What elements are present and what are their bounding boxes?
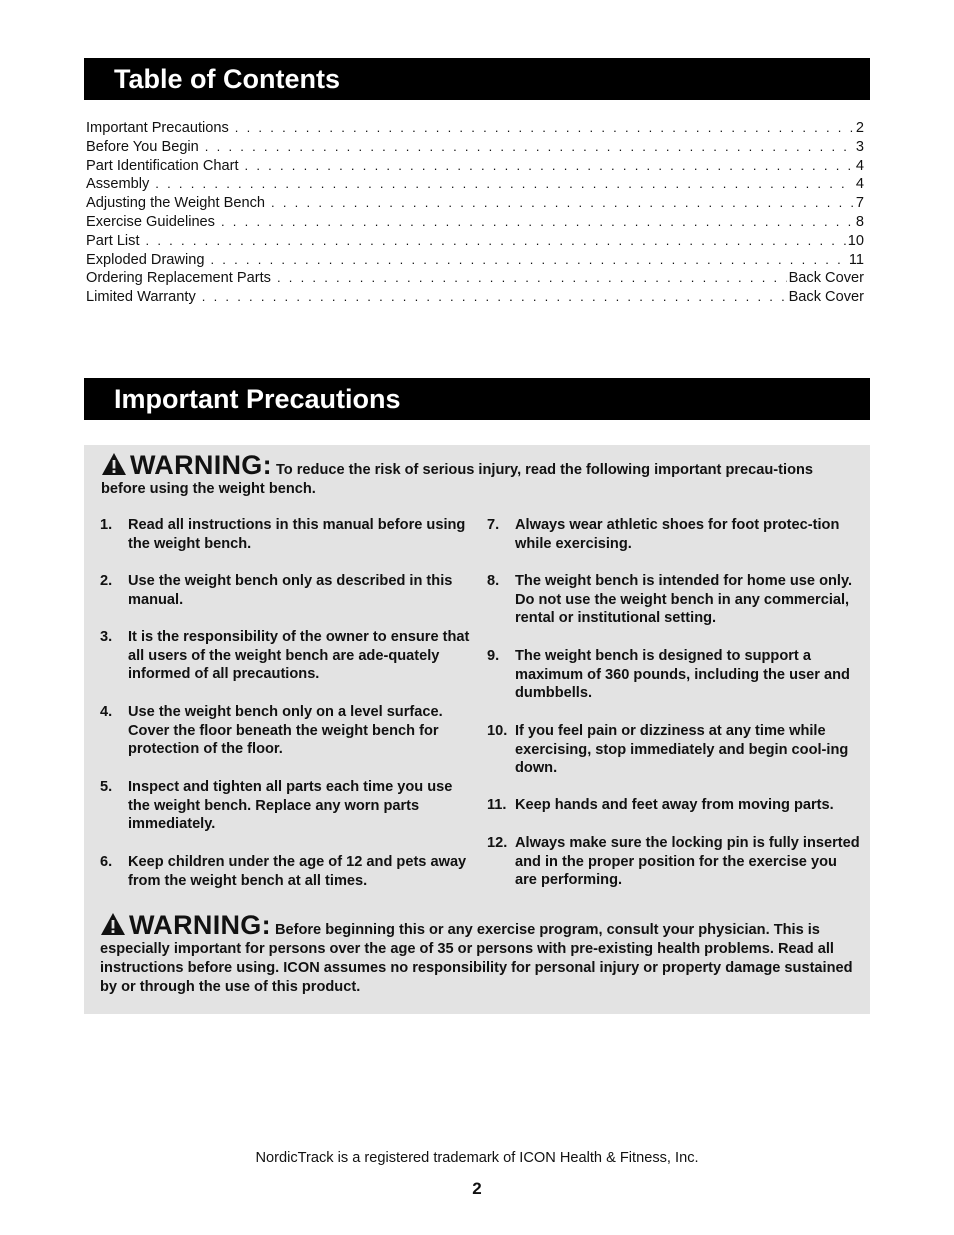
- toc-entry[interactable]: [86, 213, 864, 232]
- trademark-notice: NordicTrack is a registered trademark of ICON Health & Fitness, Inc.: [255, 1150, 699, 1166]
- toc-entry[interactable]: [86, 251, 864, 270]
- warning-intro: [101, 452, 841, 499]
- precaution-number: 2.: [100, 573, 113, 589]
- precaution-text: Keep children under the age of 12 and pets away from the weight bench at all times.: [128, 854, 467, 889]
- toc-entry-page: 4: [855, 157, 864, 174]
- warning-label: WARNING:: [130, 450, 272, 480]
- precautions-heading-band: [84, 378, 870, 420]
- precaution-item: [487, 722, 862, 778]
- precaution-text: Always make sure the locking pin is fully inserted and in the proper position for the exercise you are performing.: [515, 835, 860, 889]
- precaution-text: Inspect and tighten all parts each time you use the weight bench. Replace any worn parts immediately.: [128, 779, 453, 833]
- precaution-text: Always wear athletic shoes for foot protec-tion while exercising.: [515, 517, 840, 552]
- toc-entry-label: Part Identification Chart: [86, 157, 239, 174]
- toc-entry-label: Limited Warranty: [86, 289, 196, 306]
- precaution-item: [487, 834, 862, 890]
- toc-entry[interactable]: [86, 269, 864, 288]
- dot-leader: [155, 175, 854, 194]
- precaution-text: Read all instructions in this manual before using the weight bench.: [128, 517, 466, 552]
- precaution-number: 6.: [100, 854, 113, 870]
- dot-leader: [210, 251, 846, 270]
- toc-entry-page: Back Cover: [788, 289, 864, 306]
- precaution-item: [487, 572, 862, 628]
- toc-entry-page: 7: [855, 195, 864, 212]
- warning-intro-text: To reduce the risk of serious injury, read the following important precau-tions before using the weight bench.: [101, 462, 814, 497]
- toc-heading: Table of Contents: [114, 63, 340, 94]
- dot-leader: [146, 232, 846, 251]
- precaution-item: [100, 628, 472, 684]
- toc-entry-page: Back Cover: [788, 270, 864, 287]
- precaution-text: Use the weight bench only as described in this manual.: [128, 573, 453, 608]
- dot-leader: [202, 288, 787, 307]
- toc-entry[interactable]: [86, 232, 864, 251]
- dot-leader: [235, 119, 854, 138]
- toc-entry-label: Ordering Replacement Parts: [86, 270, 271, 287]
- precaution-text: The weight bench is designed to support a maximum of 360 pounds, including the user and dumbbells.: [515, 648, 850, 702]
- page-number: 2: [472, 1179, 482, 1198]
- toc-entry-label: Assembly: [86, 176, 150, 193]
- precaution-text: The weight bench is intended for home use only. Do not use the weight bench in any commercial, rental or institutional setting.: [515, 573, 853, 627]
- dot-leader: [277, 269, 787, 288]
- precaution-text: It is the responsibility of the owner to ensure that all users of the weight bench are ade-quately informed of all precautions.: [128, 629, 470, 683]
- precaution-number: 12.: [487, 835, 508, 851]
- toc-entry[interactable]: [86, 157, 864, 176]
- precaution-text: Use the weight bench only on a level surface. Cover the floor beneath the weight bench for protection of the floor.: [128, 704, 443, 758]
- toc-entry-page: 11: [848, 251, 864, 268]
- toc-entry[interactable]: [86, 119, 864, 138]
- precaution-item: [100, 853, 472, 890]
- dot-leader: [205, 138, 854, 157]
- precaution-item: [100, 778, 472, 834]
- toc-entry[interactable]: [86, 288, 864, 307]
- toc-entry-page: 4: [855, 176, 864, 193]
- toc-entry-page: 2: [855, 120, 864, 136]
- toc-entry-page: 3: [855, 138, 864, 155]
- precaution-number: 5.: [100, 779, 113, 795]
- precaution-item: [487, 516, 862, 553]
- precaution-item: [487, 796, 834, 815]
- precaution-text: If you feel pain or dizziness at any time while exercising, stop immediately and begin cool-ing down.: [515, 723, 849, 777]
- dot-leader: [271, 194, 854, 213]
- warning-label: WARNING:: [129, 910, 271, 940]
- precaution-number: 3.: [100, 629, 113, 645]
- toc-entry[interactable]: [86, 175, 864, 194]
- warning-triangle-icon: [101, 452, 127, 476]
- toc-entry-label: Part List: [86, 232, 140, 249]
- precautions-heading: Important Precautions: [114, 383, 401, 414]
- precaution-number: 4.: [100, 704, 113, 720]
- precaution-number: 10.: [487, 723, 508, 739]
- toc-list: [86, 119, 864, 307]
- toc-entry-label: Exploded Drawing: [86, 251, 205, 268]
- toc-heading-band: [84, 58, 870, 100]
- precaution-item: [100, 516, 472, 553]
- precaution-item: [100, 703, 472, 759]
- toc-entry-page: 8: [855, 213, 864, 230]
- precaution-item: [100, 572, 472, 609]
- warning-disclaimer: [100, 912, 860, 997]
- toc-entry-label: Exercise Guidelines: [86, 213, 215, 230]
- precaution-text: Keep hands and feet away from moving parts.: [515, 797, 834, 813]
- precaution-number: 1.: [100, 517, 113, 533]
- precaution-item: [487, 647, 862, 703]
- precaution-number: 8.: [487, 573, 500, 589]
- precaution-number: 11.: [487, 797, 507, 813]
- toc-entry-page: 10: [847, 232, 864, 249]
- precaution-number: 7.: [487, 517, 500, 533]
- toc-entry-label: Important Precautions: [86, 120, 229, 136]
- precaution-number: 9.: [487, 648, 500, 664]
- toc-entry-label: Before You Begin: [86, 138, 199, 155]
- dot-leader: [245, 157, 854, 176]
- toc-entry[interactable]: [86, 194, 864, 213]
- dot-leader: [221, 213, 854, 232]
- warning-disclaimer-text: Before beginning this or any exercise program, consult your physician. This is especially important for persons over the age of 35 or persons with pre-existing health problems. Read all instructions before using. ICON assumes no responsibility for personal injury or property damage sustained by or through the use of this product.: [100, 922, 853, 995]
- toc-entry[interactable]: [86, 138, 864, 157]
- warning-triangle-icon: [100, 912, 126, 936]
- toc-entry-label: Adjusting the Weight Bench: [86, 195, 266, 212]
